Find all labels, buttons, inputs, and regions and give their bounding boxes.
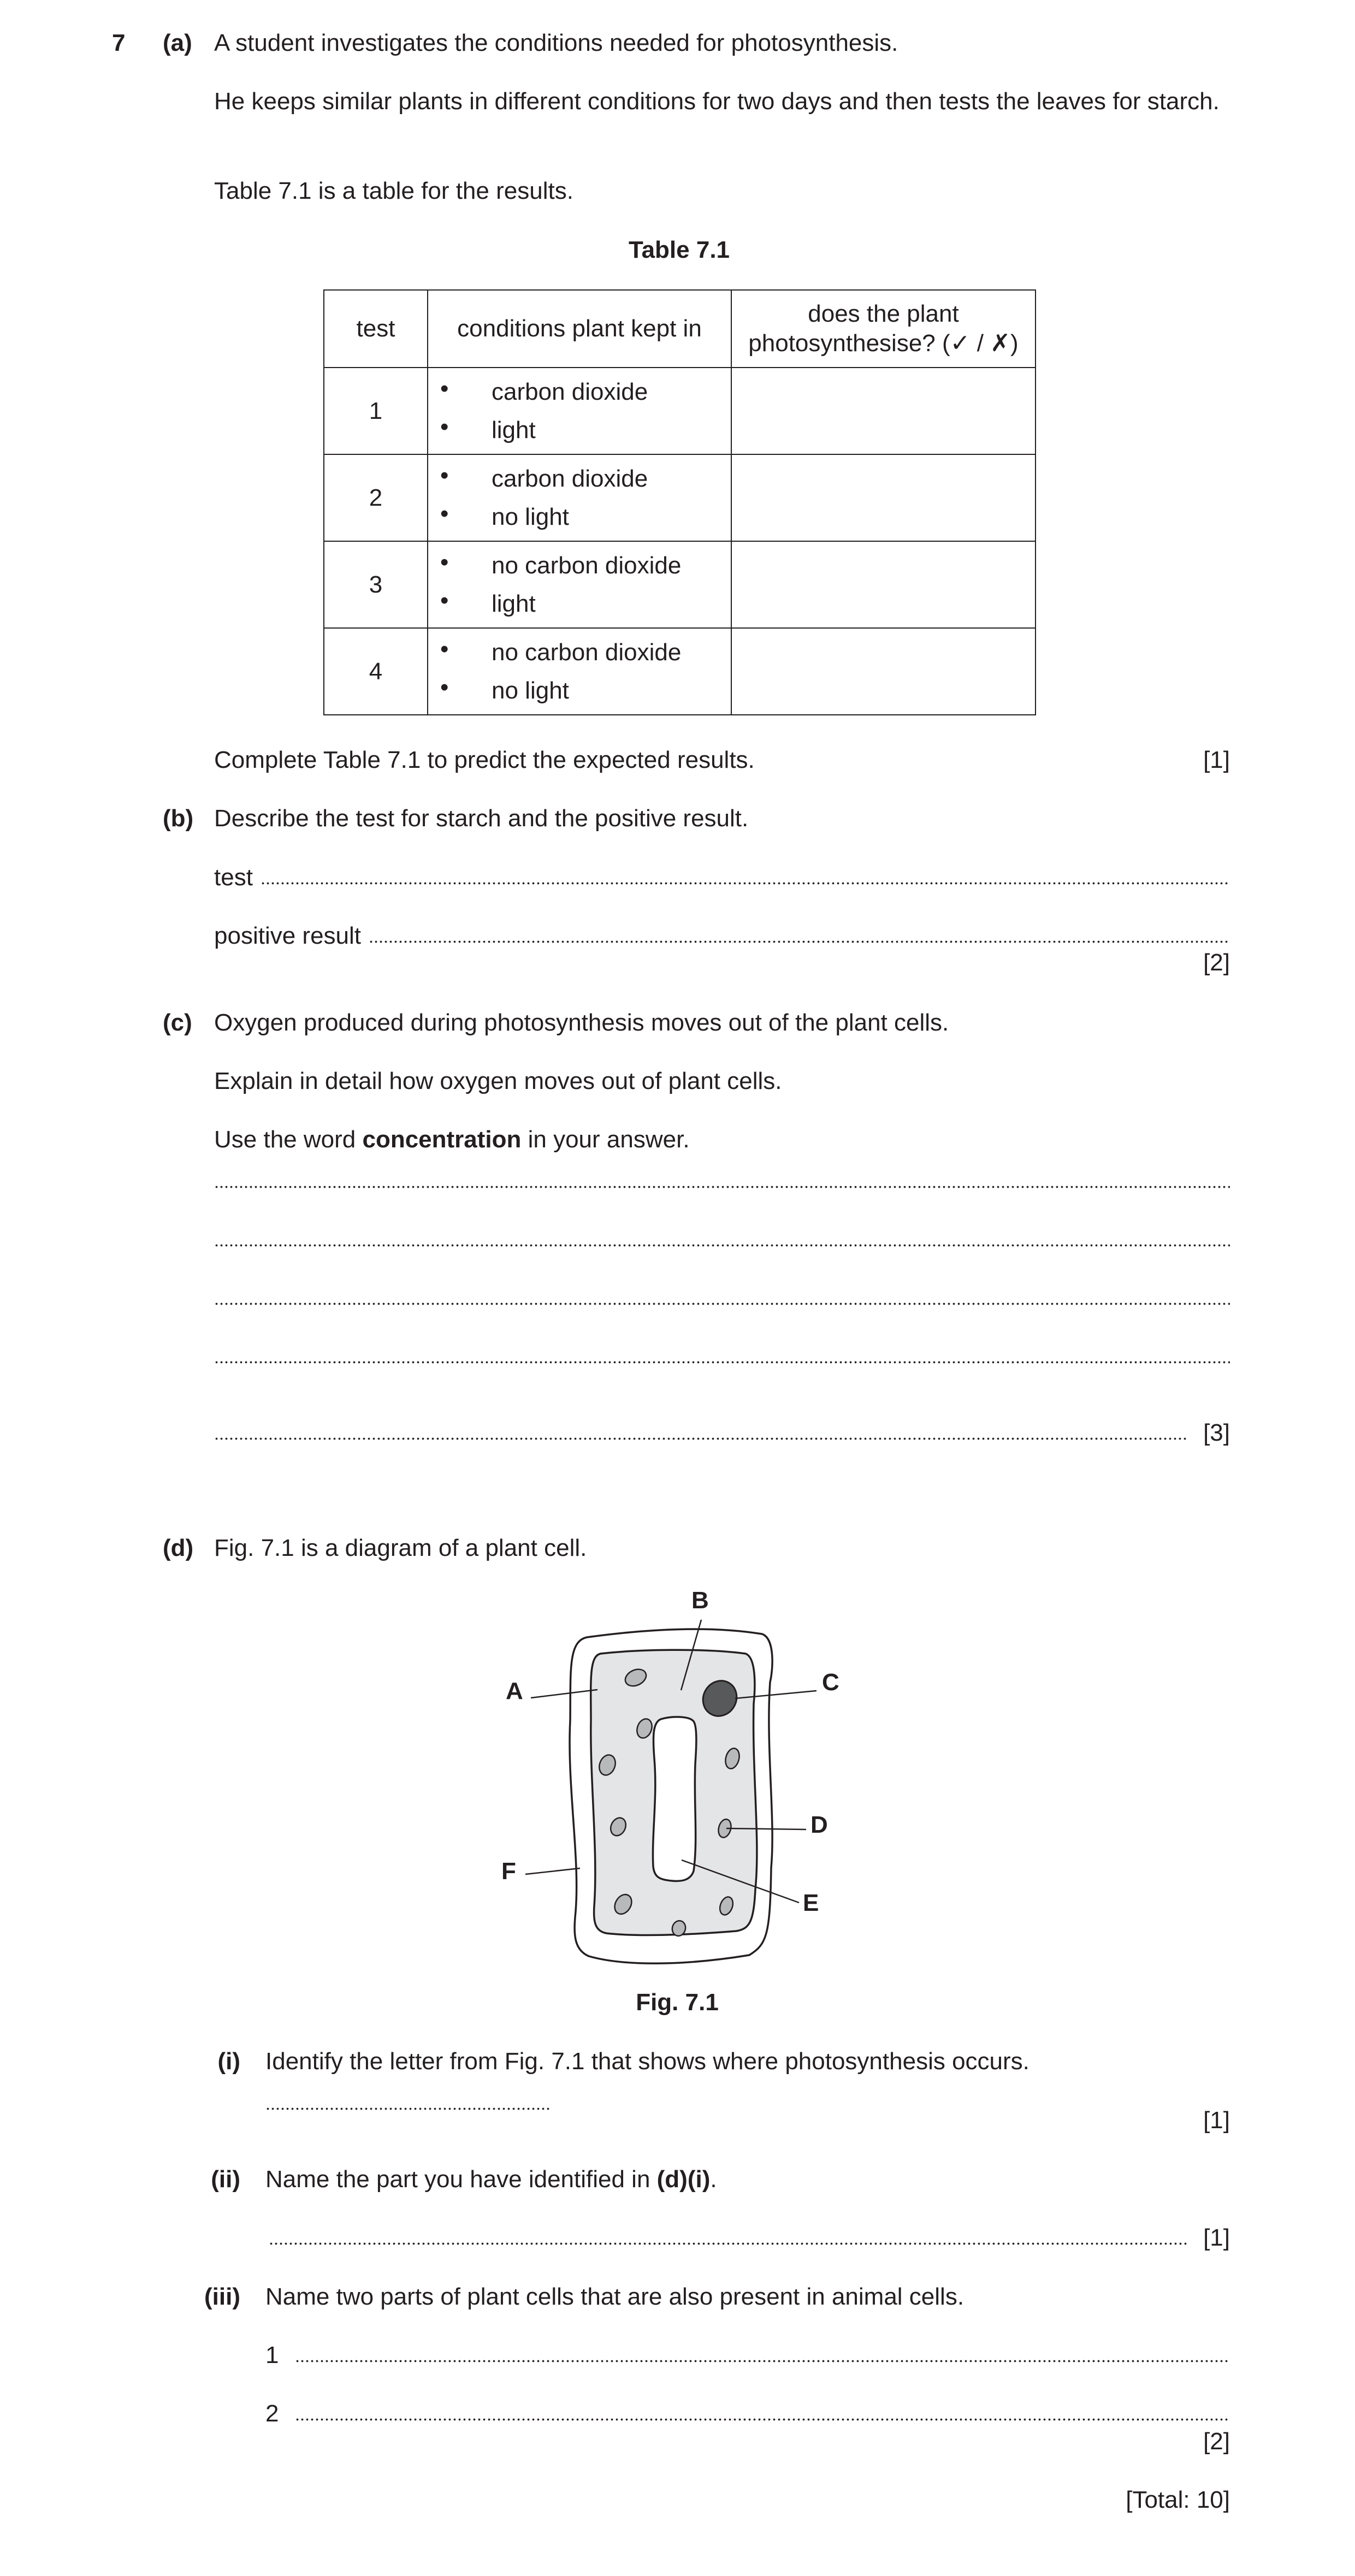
part-d-ii-prompt xyxy=(265,2165,717,2194)
part-d-prompt: Fig. 7.1 is a diagram of a plant cell. xyxy=(214,1535,587,1561)
part-d-iii-answer-line-2[interactable] xyxy=(265,2399,1230,2429)
conditions-cell xyxy=(428,628,731,715)
answer-dots xyxy=(269,2241,1188,2246)
condition-item: • no carbon dioxide xyxy=(428,633,731,672)
table-row xyxy=(324,628,1036,715)
table-row xyxy=(324,454,1036,541)
label-b: B xyxy=(691,1587,709,1614)
vacuole xyxy=(653,1717,696,1881)
part-a-line3: Table 7.1 is a table for the results. xyxy=(214,177,573,204)
answer-dots xyxy=(265,2106,549,2111)
part-d-ii-label: (ii) xyxy=(211,2166,240,2193)
table-row xyxy=(324,368,1036,454)
part-c-answer-line[interactable] xyxy=(214,1301,1230,1313)
result-answer-cell[interactable] xyxy=(731,628,1036,715)
answer-dots xyxy=(369,939,1230,944)
answer-dots xyxy=(214,1184,1230,1189)
part-d-i-label: (i) xyxy=(217,2048,240,2075)
condition-item: • light xyxy=(428,411,731,449)
label-f: F xyxy=(501,1858,516,1885)
part-d-i-answer-line[interactable] xyxy=(265,2106,549,2118)
test-number: 3 xyxy=(324,541,428,628)
part-a-line1: A student investigates the conditions needed for photosynthesis. xyxy=(214,29,898,56)
answer-dots xyxy=(214,1301,1230,1306)
condition-item: • no light xyxy=(428,672,731,710)
result-answer-cell[interactable] xyxy=(731,454,1036,541)
condition-item: • no light xyxy=(428,498,731,536)
conditions-cell xyxy=(428,368,731,454)
part-d-i-prompt: Identify the letter from Fig. 7.1 that shows where photosynthesis occurs. xyxy=(265,2048,1029,2075)
answer-number-1: 1 xyxy=(265,2342,279,2368)
part-b-marks: [2] xyxy=(1203,949,1230,976)
answer-dots xyxy=(295,2417,1230,2422)
part-c-line3-pre: Use the word xyxy=(214,1126,363,1153)
conditions-cell xyxy=(428,454,731,541)
answer-dots xyxy=(214,1242,1230,1248)
part-c-answer-line[interactable] xyxy=(214,1418,1230,1448)
part-a-label: (a) xyxy=(163,29,192,56)
condition-item: • carbon dioxide xyxy=(428,373,731,411)
result-answer-cell[interactable] xyxy=(731,541,1036,628)
part-d-ii-marks: [1] xyxy=(1203,2224,1230,2251)
label-c: C xyxy=(822,1669,839,1696)
starch-test-label: test xyxy=(214,864,253,891)
answer-number-2: 2 xyxy=(265,2400,279,2427)
part-d-iii-answer-line-1[interactable] xyxy=(265,2341,1230,2370)
condition-item: • light xyxy=(428,585,731,623)
part-c-line2: Explain in detail how oxygen moves out of plant cells. xyxy=(214,1068,782,1094)
test-number: 1 xyxy=(324,368,428,454)
starch-test-answer-line[interactable] xyxy=(214,863,1230,892)
part-a-instruction: Complete Table 7.1 to predict the expected results. xyxy=(214,747,755,773)
result-answer-cell[interactable] xyxy=(731,368,1036,454)
part-c-line1: Oxygen produced during photosynthesis moves out of the plant cells. xyxy=(214,1009,949,1036)
total-marks: [Total: 10] xyxy=(1126,2486,1230,2513)
answer-dots xyxy=(214,1359,1230,1365)
conditions-cell xyxy=(428,541,731,628)
header-conditions: conditions plant kept in xyxy=(428,290,731,368)
condition-item: • no carbon dioxide xyxy=(428,547,731,585)
header-test: test xyxy=(324,290,428,368)
table-row xyxy=(324,541,1036,628)
figure-caption: Fig. 7.1 xyxy=(636,1989,719,2016)
part-d-ii-answer-line[interactable] xyxy=(269,2223,1230,2253)
test-number: 2 xyxy=(324,454,428,541)
test-number: 4 xyxy=(324,628,428,715)
part-c-marks: [3] xyxy=(1203,1419,1230,1446)
header-photosynthesise: does the plant photosynthesise? (✓ / ✗) xyxy=(731,290,1036,368)
positive-result-label: positive result xyxy=(214,922,362,949)
part-c-label: (c) xyxy=(163,1009,192,1036)
question-number: 7 xyxy=(112,29,126,56)
part-a-line2: He keeps similar plants in different conditions for two days and then tests the leaves for starch. xyxy=(214,88,1220,115)
part-b-prompt: Describe the test for starch and the positive result. xyxy=(214,805,749,832)
answer-dots xyxy=(214,1436,1188,1441)
part-c-line3-post: in your answer. xyxy=(521,1126,690,1153)
label-a: A xyxy=(506,1678,523,1704)
table-caption: Table 7.1 xyxy=(628,236,730,263)
part-d-iii-marks: [2] xyxy=(1203,2428,1230,2455)
part-d-label: (d) xyxy=(163,1535,194,1561)
part-d-ii-reference: (d)(i) xyxy=(656,2166,711,2193)
part-c-line3 xyxy=(214,1125,690,1154)
part-d-ii-prompt-post: . xyxy=(710,2166,717,2193)
answer-dots xyxy=(261,880,1230,886)
positive-result-answer-line[interactable] xyxy=(214,921,1230,951)
label-d: D xyxy=(810,1811,828,1838)
part-b-label: (b) xyxy=(163,805,194,832)
part-d-i-marks: [1] xyxy=(1203,2107,1230,2134)
keyword-concentration: concentration xyxy=(362,1126,522,1153)
label-line-f xyxy=(525,1868,580,1874)
answer-dots xyxy=(295,2358,1230,2364)
part-d-iii-label: (iii) xyxy=(204,2283,240,2310)
part-a-marks: [1] xyxy=(1203,747,1230,773)
table-header-row xyxy=(324,290,1036,368)
part-c-answer-line[interactable] xyxy=(214,1184,1230,1196)
part-c-answer-line[interactable] xyxy=(214,1242,1230,1254)
part-c-answer-line[interactable] xyxy=(214,1359,1230,1371)
part-d-iii-prompt: Name two parts of plant cells that are also present in animal cells. xyxy=(265,2283,965,2310)
results-table xyxy=(323,289,1036,715)
plant-cell-diagram xyxy=(492,1578,863,1971)
label-e: E xyxy=(803,1890,819,1916)
condition-item: • carbon dioxide xyxy=(428,460,731,498)
part-d-ii-prompt-pre: Name the part you have identified in xyxy=(265,2166,657,2193)
